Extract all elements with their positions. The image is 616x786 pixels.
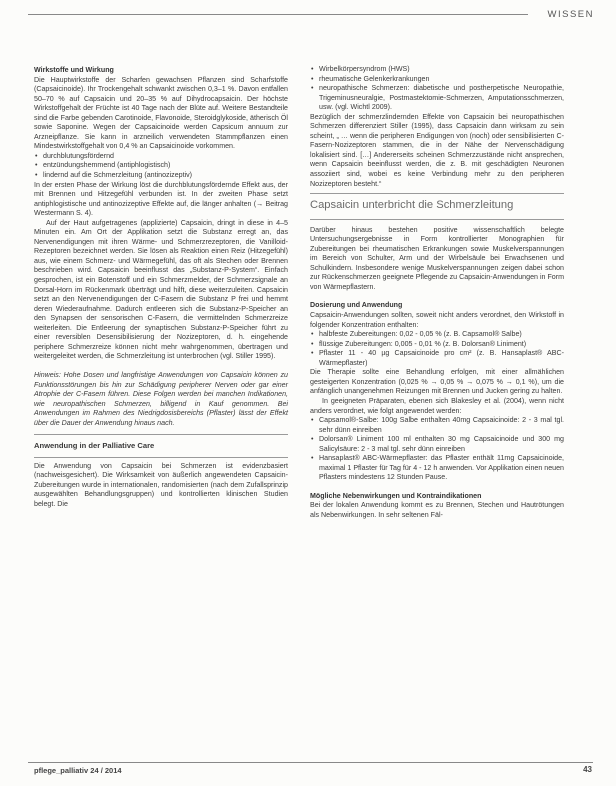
- list-item: • durchblutungsfördernd: [43, 152, 288, 162]
- paragraph: Die Anwendung von Capsaicin bei Schmerzen ist evidenzbasiert (nachweisgesichert). Die Wirksamkeit von äußerlich angewendeten Capsaicin-Zubereitungen wurde in internationalen, randomisierten (nach dem Zufallsprinzip ausgewählten Behandlungsgruppen) und kontrollierten klinischen Studien belegt. Die: [34, 461, 288, 508]
- paragraph: Capsaicin-Anwendungen sollten, soweit nicht anders verordnet, den Wirkstoff in folgender Konzentration enthalten:: [310, 311, 564, 329]
- journal-name: pflege_palliativ 24 / 2014: [34, 766, 122, 775]
- heading-nebenwirkungen: Mögliche Nebenwirkungen und Kontraindikationen: [310, 491, 482, 500]
- list-item: • Dolorsan® Liniment 100 ml enthalten 30 mg Capsaicinoide und 300 mg Salicylsäure: 2 - 3 mal tgl. sehr dünn einreiben: [319, 435, 564, 454]
- paragraph: Darüber hinaus bestehen positive wissenschaftlich belegte Untersuchungsergebnisse in Form kontrollierter Monographien für Zubereitungen bei rheumatischen Erkrankungen sowie Muskelverspannungen im Bereich von Schulter, Arm und der Wirbelsäule bei Erwachsenen und Schulkindern. Insbesondere wenige Muskelverspannungen zeigen dabei schon zur Rückenschmerzen geeignete Pflegende zu Capsaicin-Anwendungen in Form von Wärmepflastern.: [310, 225, 564, 291]
- paragraph: In geeigneten Präparaten, ebenen sich Blakesley et al. (2004), wenn nicht anders verordnet, wie folgt angewendet werden:: [310, 396, 564, 415]
- list-item: • halbfeste Zubereitungen: 0,02 - 0,05 % (z. B. Capsamol® Salbe): [319, 330, 564, 340]
- list-item: • rheumatische Gelenkerkrankungen: [319, 75, 564, 85]
- heading-wirkstoffe: Wirkstoffe und Wirkung: [34, 66, 114, 74]
- section-label: WISSEN: [542, 9, 594, 20]
- list-item: • Capsamol®-Salbe: 100g Salbe enthalten 40mg Capsaicinoide: 2 - 3 mal tgl. sehr dünn einreiben: [319, 416, 564, 435]
- header-rule: [28, 14, 528, 15]
- list-item: • Wirbelkörpersyndrom (HWS): [319, 65, 564, 75]
- hint-paragraph: Hinweis: Hohe Dosen und langfristige Anwendungen von Capsaicin können zu Funktionsstörungen bis hin zur Schädigung peripherer Nerven oder gar einer Atrophie der C-Fasern führen. Diese Folgen werden bei manchen Indikationen, wie neuropathischen Schmerzen, billigend in Kauf genommen. Bei Anwendungen im Rahmen des Niedrigdosisbereichs (Pflaster) lässt der Effekt über die Dauer der Anwendung hinaus nach.: [34, 370, 288, 427]
- dosage-list: [310, 330, 564, 368]
- paragraph: Die Hauptwirkstoffe der Scharfen gewachsen Pflanzen sind Scharfstoffe (Capsaicinoide). Ihr Trockengehalt schwankt zwischen 0,3–1 %. Davon entfallen 50–70 % auf Capsaicin und 20–35 % auf Dihydrocapsaicin. Der höchste Wirkstoffgehalt der Früchte ist 40 Tage nach der Blüte auf. Weitere Bestandteile sind die Farbe gebenden Carotinoide, Flavonoide, Steroidglykoside, ätherisch Öl sowie Saponine. Wegen der Capsaicinoide werden Capsicum annuum zur Arzneipflanze. Sie kann in arzneilich verwendeten Stammpflanzen einen Mindestwirkstoffgehalt von 0,4 % an Capsaicinoide vorkommen.: [34, 75, 288, 151]
- paragraph: Die Therapie sollte eine Behandlung erfolgen, mit einer allmählichen gesteigerten Konzentration (0,025 % → 0,05 % → 0,075 % → 0,1 %), um die anfänglich unangenehmen Reizungen mit Brennen und Jucken gering zu halten.: [310, 368, 564, 396]
- list-item: • entzündungshemmend (antiphlogistisch): [43, 161, 288, 171]
- pull-quote-heading: Capsaicin unterbricht die Schmerzleitung: [310, 193, 564, 220]
- left-column: [34, 66, 288, 510]
- paragraph: Bei der lokalen Anwendung kommt es zu Brennen, Stechen und Hautrötungen als Nebenwirkungen. In sehr seltenen Fäl-: [310, 501, 564, 519]
- list-item: • neuropathische Schmerzen: diabetische und postherpetische Neuropathie, Trigeminusneuralgie, Postmastektomie-Schmerzen, Amputationsschmerzen, usw. (vgl. Wichtl 2009).: [319, 84, 564, 113]
- heading-dosierung: Dosierung und Anwendung: [310, 301, 403, 310]
- heading-palliative-care: Anwendung in der Palliative Care: [34, 434, 288, 458]
- right-column: [310, 65, 564, 521]
- products-list: [310, 416, 564, 483]
- list-item: • lindernd auf die Schmerzleitung (antinozizeptiv): [43, 171, 288, 181]
- paragraph: Auf der Haut aufgetragenes (applizierte) Capsaicin, dringt in diese in 4–5 Minuten ein. Am Ort der Applikation setzt die Substanz erregt an, das Nervenendigungen mit ihren Wärme- und Schmerzrezeptoren, die Vanilloid-Rezeptoren bezeichnet werden. Sie lösen als Reaktion einen Reiz (Hitzegefühl) aus, wie einem Schmerz- und Wärmegefühl, das oft als Stechen oder Brennen beschrieben wird. Capsaicin beeinflusst das „Substanz-P-System“. Einfach gesprochen, ist ein Botenstoff und ein Schmerzmelder, der Schmerzsignale an Dorsal-Horn im Rückenmark überträgt und hilft, diese weiterzuleiten. Capsaicin setzt an den Nervenendigungen der C-Fasern die Substanz P frei und hemmt deren Wiederaufnahme. Dadurch entleeren sich die Substanz-P-Speicher an den Synapsen der sensorischen C-Fasern, die vermittelnden Schmerzreize weiterleiten. Die Entleerung der synaptischen Substanz-P-Speicher führt zu einer reversiblen Desensibilisierung der Nozizeptoren, d. h. eingehende periphere Schmerzreize können nicht mehr wahrgenommen, übertragen und weitergeleitet werden, die Schmerzleitung ist unterbrochen (vgl. Stiller 1995).: [34, 218, 288, 361]
- indications-list: [310, 65, 564, 113]
- list-item: • Hansaplast® ABC-Wärmepflaster: das Pflaster enthält 11mg Capsaicinoide, maximal 1 Pflaster für Tag für 4 - 12 h anwenden. Vor Applikation einen neuen Pflasters mindestens 12 Stunden Pause.: [319, 454, 564, 483]
- effects-list: [34, 152, 288, 181]
- list-item: • flüssige Zubereitungen: 0,005 - 0,01 % (z. B. Dolorsan® Liniment): [319, 340, 564, 350]
- paragraph: In der ersten Phase der Wirkung löst die durchblutungsfördernde Effekt aus, der mit Brennen und Hitzegefühl verbunden ist. In der zweiten Phase setzt antiphlogistische und antinozizeptive Effekte auf, die länger anhalten (→ Beitrag Westermann S. 4).: [34, 180, 288, 218]
- list-item: • Pflaster 11 - 40 µg Capsaicinoide pro cm² (z. B. Hansaplast® ABC-Wärmepflaster): [319, 349, 564, 368]
- footer-rule: [28, 762, 593, 763]
- page-number: 43: [583, 765, 592, 774]
- paragraph: Bezüglich der schmerzlindernden Effekte von Capsaicin bei neuropathischen Schmerzen differenziert Stiller (1995), dass Capsaicin dann wirksam zu sein scheint, „ … wenn die peripheren Endigungen von (noch) oder sensibilisierten C-Fasern-Nozizeptoren stammen, die in der Nähe der Nervenschädigung lokalisiert sind. […] Andererseits scheinen Schmerzzustände nicht ansprechen, wenn Capsaicin beeinflusst werden, die z. B. mit geschädigten Neuronen assoziiert sind, wobei es keine Verbindung mehr zu den peripheren Nozizeptoren besteht.“: [310, 112, 564, 188]
